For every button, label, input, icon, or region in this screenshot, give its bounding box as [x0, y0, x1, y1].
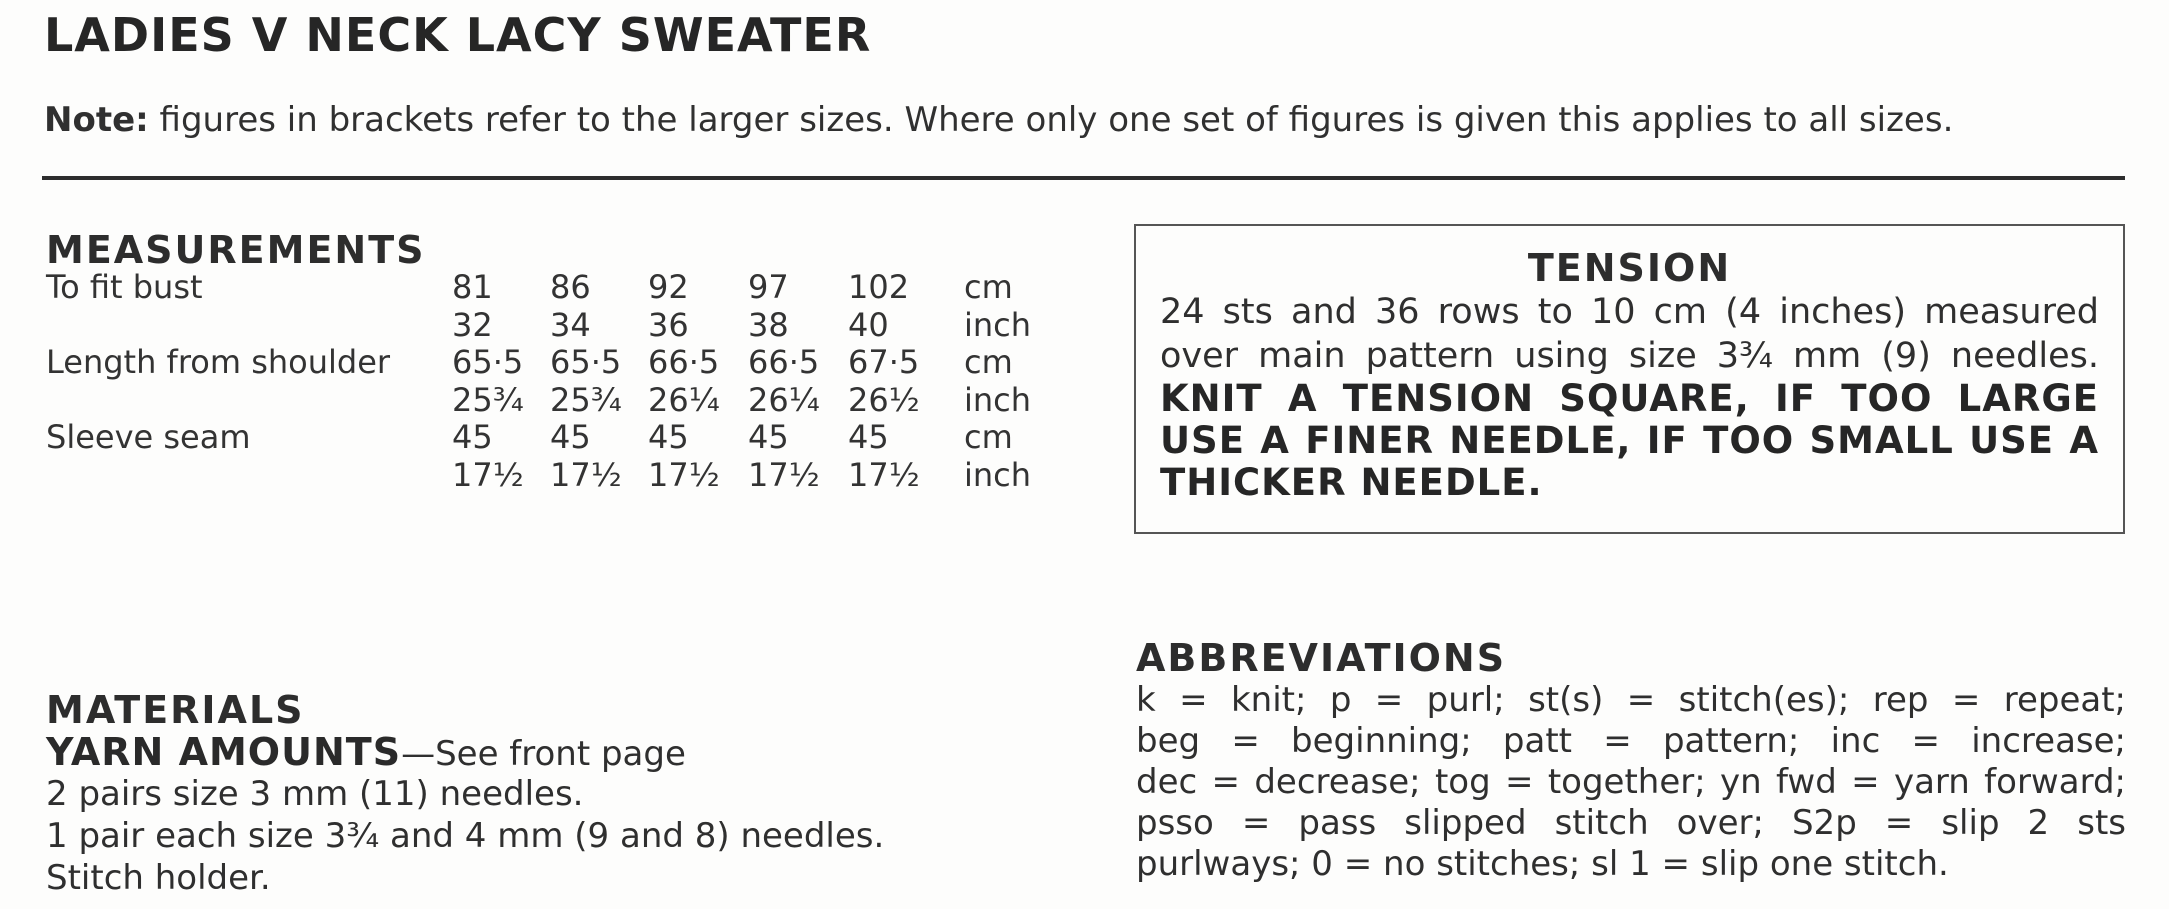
yarn-amounts-text: —See front page [401, 734, 686, 774]
page-title: LADIES V NECK LACY SWEATER [44, 8, 872, 62]
row-label: Length from shoulder [46, 343, 391, 381]
size-value: 25¾ [550, 380, 622, 419]
size-value: 36 [648, 305, 689, 344]
measurements-heading: MEASUREMENTS [46, 228, 426, 272]
size-value: 17½ [452, 455, 524, 494]
size-value: 38 [748, 305, 789, 344]
unit-label: cm [964, 343, 1013, 381]
unit-label: inch [964, 305, 1032, 344]
abbreviation-line: dec = decrease; tog = together; yn fwd = yarn forward; [1136, 762, 2126, 802]
abbreviation-line: beg = beginning; patt = pattern; inc = increase; [1136, 721, 2126, 761]
tension-box [1134, 224, 2125, 534]
unit-label: inch [964, 455, 1032, 494]
size-value: 66·5 [748, 343, 820, 381]
abbreviation-line: purlways; 0 = no stitches; sl 1 = slip one stitch. [1136, 844, 1949, 884]
size-value: 67·5 [848, 343, 920, 381]
tension-text [1160, 290, 2099, 378]
unit-label: inch [964, 380, 1032, 419]
row-label: To fit bust [46, 268, 203, 306]
size-value: 65·5 [452, 343, 524, 381]
materials-line: 1 pair each size 3¾ and 4 mm (9 and 8) needles. [46, 816, 885, 856]
materials-line: 2 pairs size 3 mm (11) needles. [46, 774, 584, 814]
unit-label: cm [964, 418, 1013, 456]
note-label: Note: [44, 100, 149, 140]
size-value: 45 [848, 418, 889, 456]
size-value: 86 [550, 268, 591, 306]
size-value: 102 [848, 268, 910, 306]
yarn-amounts [46, 730, 686, 774]
size-value: 26¼ [748, 380, 820, 419]
size-value: 25¾ [452, 380, 524, 419]
size-value: 17½ [648, 455, 720, 494]
size-value: 40 [848, 305, 889, 344]
size-value: 17½ [748, 455, 820, 494]
warning-line: USE A FINER NEEDLE, IF TOO SMALL USE A [1160, 419, 2099, 462]
size-value: 65·5 [550, 343, 622, 381]
tension-line: 24 sts and 36 rows to 10 cm (4 inches) measured [1160, 292, 2099, 332]
warning-line: KNIT A TENSION SQUARE, IF TOO LARGE [1160, 377, 2099, 420]
materials-line: Stitch holder. [46, 858, 271, 898]
abbreviations-list [1136, 680, 2126, 885]
size-value: 26¼ [648, 380, 720, 419]
materials-heading: MATERIALS [46, 688, 305, 732]
size-note [44, 100, 1953, 140]
size-value: 17½ [848, 455, 920, 494]
row-label: Sleeve seam [46, 418, 251, 456]
section-divider [42, 176, 2125, 180]
size-value: 66·5 [648, 343, 720, 381]
tension-heading: TENSION [1527, 246, 1732, 290]
size-value: 45 [648, 418, 689, 456]
abbreviation-line: k = knit; p = purl; st(s) = stitch(es); rep = repeat; [1136, 680, 2126, 720]
size-value: 45 [748, 418, 789, 456]
size-value: 45 [452, 418, 493, 456]
abbreviation-line: psso = pass slipped stitch over; S2p = slip 2 sts [1136, 803, 2126, 843]
size-value: 97 [748, 268, 789, 306]
tension-warning [1160, 378, 2099, 504]
size-value: 34 [550, 305, 591, 344]
size-value: 32 [452, 305, 493, 344]
abbreviations-heading: ABBREVIATIONS [1136, 636, 1507, 680]
size-value: 92 [648, 268, 689, 306]
yarn-amounts-label: YARN AMOUNTS [46, 730, 402, 774]
size-value: 45 [550, 418, 591, 456]
warning-line: THICKER NEEDLE. [1160, 461, 1543, 504]
size-value: 17½ [550, 455, 622, 494]
tension-line: over main pattern using size 3¾ mm (9) needles. [1160, 336, 2099, 376]
note-text: figures in brackets refer to the larger sizes. Where only one set of figures is given this applies to all sizes. [148, 100, 1954, 140]
size-value: 26½ [848, 380, 920, 419]
unit-label: cm [964, 268, 1013, 306]
size-value: 81 [452, 268, 493, 306]
